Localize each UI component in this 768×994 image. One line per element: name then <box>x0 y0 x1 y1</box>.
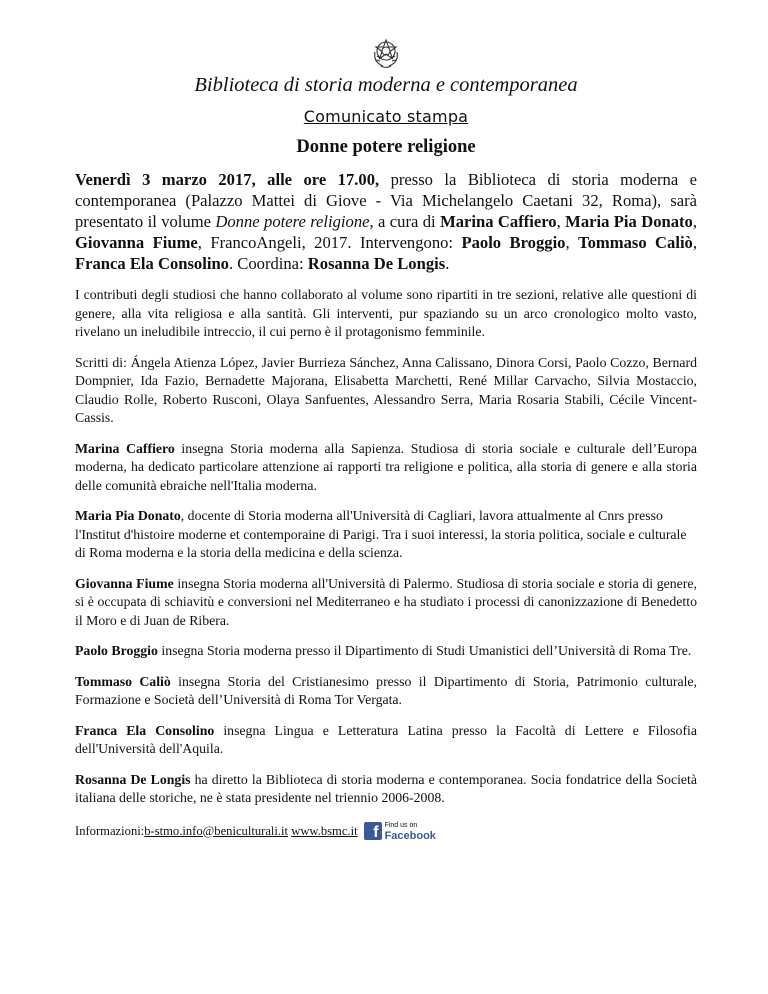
facebook-letter: f <box>373 823 379 841</box>
authors-paragraph: Scritti di: Ángela Atienza López, Javier Burrieza Sánchez, Anna Calissano, Dinora Corsi, Paolo Cozzo, Bernard Dompnier, Ida Fazio, Bernadette Majorana, Elisabetta Marchetti, René Millar Carvacho, Silvia Mostaccio, Claudio Rolle, Roberto Rusconi, Olaya Sanfuentes, Alessandro Serra, Maria Rosaria Stabili, Cécile Vincent-Cassis. <box>75 354 697 425</box>
speaker-name: Paolo Broggio <box>461 233 566 252</box>
editor-name: Giovanna Fiume <box>75 233 198 252</box>
bio-paragraph <box>75 642 697 661</box>
bio-paragraph <box>75 673 697 710</box>
document-title: Donne potere religione <box>296 137 476 157</box>
bio-paragraph <box>75 722 697 759</box>
facebook-find-us-label: Find us on <box>384 821 418 829</box>
event-date-time: Venerdì 3 marzo 2017, alle ore 17.00, <box>75 170 380 189</box>
organization-name: Biblioteca di storia moderna e contemporanea <box>194 74 578 96</box>
speaker-name: Franca Ela Consolino <box>75 254 229 273</box>
press-release-label: Comunicato stampa <box>303 107 469 126</box>
separator: , <box>692 212 698 231</box>
lead-text: , a cura di <box>369 212 441 231</box>
facebook-label: Facebook <box>384 829 436 842</box>
contact-info <box>75 821 697 841</box>
bio-text: insegna Storia moderna presso il Dipartimento di Studi Umanistici dell’Università di Roma Tre. <box>157 643 692 658</box>
press-release-page <box>75 38 697 841</box>
contact-label: Informazioni: <box>75 823 145 838</box>
lead-text: , FrancoAngeli, 2017. Intervengono: <box>197 233 462 252</box>
website-link[interactable]: www.bsmc.it <box>291 823 358 838</box>
lead-text: presso la Biblioteca di storia moderna e contemporanea (Palazzo Mattei di Giove - Via Michelangelo Caetani 32, Roma), sarà presentato il volume <box>75 170 697 231</box>
bio-name: Giovanna Fiume <box>75 575 174 591</box>
bio-name: Tommaso Caliò <box>75 673 171 689</box>
coordinator-name: Rosanna De Longis <box>307 254 446 273</box>
bio-text: , docente di Storia moderna all'Università di Cagliari, lavora attualmente al Cnrs presso l'Institut d'histoire moderne et contemporaine di Parigi. Tra i suoi interessi, la storia politica, sociale e culturale di Roma moderna e la storia della medicina e della scienza. <box>75 508 687 560</box>
bio-name: Franca Ela Consolino <box>75 722 215 738</box>
facebook-badge[interactable] <box>364 821 436 841</box>
bio-text: insegna Storia del Cristianesimo presso il Dipartimento di Storia, Patrimonio culturale, Formazione e Società dell’Università di Roma Tor Vergata. <box>75 673 697 707</box>
bio-paragraph <box>75 440 697 496</box>
facebook-icon <box>364 822 382 840</box>
lead-text: . <box>445 254 450 273</box>
bio-text: insegna Lingua e Letteratura Latina presso la Facoltà di Lettere e Filosofia dell'Università dell'Aquila. <box>75 722 697 756</box>
bio-text: insegna Storia moderna alla Sapienza. Studiosa di storia sociale e culturale dell’Europa moderna, ha dedicato particolare attenzione ai rapporti tra religione e politica, alla storia di genere e alla storia delle comunità ebraiche nell'Italia moderna. <box>75 440 697 493</box>
separator: , <box>556 212 566 231</box>
email-link[interactable]: b-stmo.info@beniculturali.it <box>144 823 289 838</box>
book-title: Donne potere religione <box>215 212 370 231</box>
separator: , <box>565 233 579 252</box>
bio-text: insegna Storia moderna all'Università di Palermo. Studiosa di storia sociale e storia di genere, si è occupata di schiavitù e conversioni nel Mediterraneo e ha studiato i processi di canonizzazione di Benedetto il Moro e di Juan de Ribera. <box>75 575 697 628</box>
bio-text: ha diretto la Biblioteca di storia moderna e contemporanea. Socia fondatrice della Società italiana delle storiche, ne è stata presidente nel triennio 2006-2008. <box>75 771 697 805</box>
bio-paragraph <box>75 771 697 808</box>
bio-paragraph <box>75 507 697 563</box>
bio-name: Marina Caffiero <box>75 440 175 456</box>
lead-paragraph <box>75 169 697 274</box>
bio-name: Rosanna De Longis <box>75 771 191 787</box>
italian-republic-emblem-icon <box>371 38 401 70</box>
intro-paragraph: I contributi degli studiosi che hanno collaborato al volume sono ripartiti in tre sezioni, relative alle questioni di genere, alla vita religiosa e alla santità. Gli interventi, pur spaziando su un arco cronologico molto vasto, rivelano un ineludibile intreccio, il cui perno è il protagonismo femminile. <box>75 287 697 339</box>
editor-name: Marina Caffiero <box>440 212 557 231</box>
bio-paragraph <box>75 575 697 631</box>
editor-name: Maria Pia Donato <box>565 212 693 231</box>
lead-text: . Coordina: <box>228 254 308 273</box>
speaker-name: Tommaso Caliò <box>578 233 693 252</box>
bio-name: Maria Pia Donato <box>75 508 181 523</box>
separator: , <box>692 233 698 252</box>
bio-name: Paolo Broggio <box>75 643 158 658</box>
